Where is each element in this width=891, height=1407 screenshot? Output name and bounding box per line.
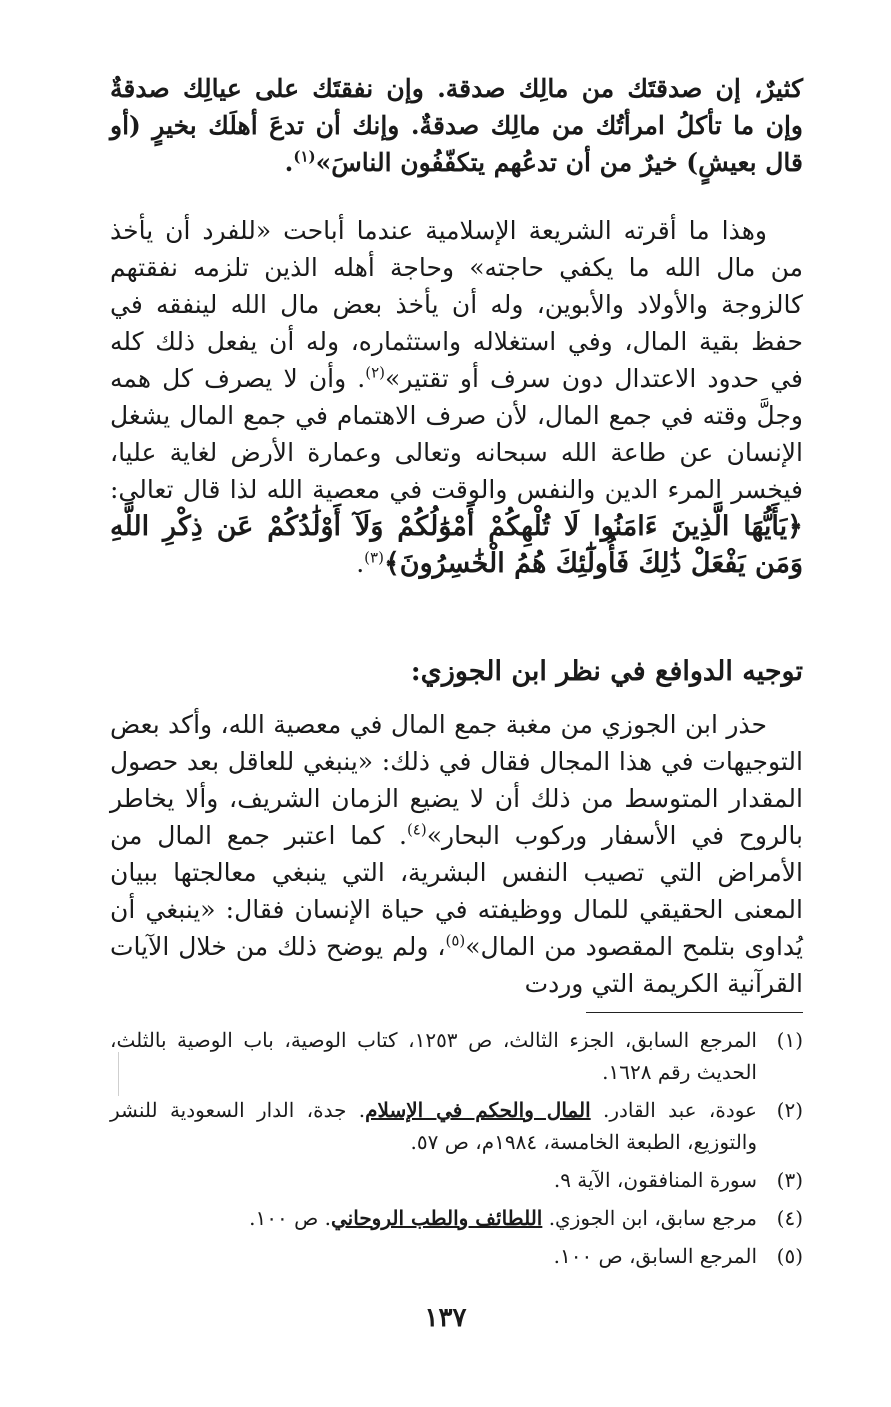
footnotes-list bbox=[110, 1024, 803, 1278]
footnote-ref-3[interactable]: (٣) bbox=[364, 548, 384, 567]
footnote-4 bbox=[110, 1202, 803, 1234]
main-paragraph-end: . bbox=[356, 549, 365, 578]
main-paragraph-part1: وهذا ما أقرته الشريعة الإسلامية عندما أباحت «للفرد أن يأخذ من مال الله ما يكفي حاجته» وحاجة أهله الذين تلزمه نفقتهم كالزوجة والأولاد والأبوين، وله أن يأخذ بعض مال الله لينفقه في حفظ بقية المال، وفي استغلاله واستثماره، وله أن يفعل ذلك كله في حدود الاعتدال دون سرف أو تقتير» bbox=[110, 216, 804, 393]
footnote-text bbox=[110, 1202, 757, 1234]
page-number: ١٣٧ bbox=[424, 1303, 467, 1333]
main-paragraph-part2: . وأن لا يصرف كل همه وجلَّ وقته في جمع المال، لأن صرف الاهتمام في جمع المال يشغل الإنسان عن طاعة الله سبحانه وتعالى وعمارة الأرض لغاية عليا، فيخسر المرء الدين والنفس والوقت في معصية الله لذا قال تعالى: bbox=[110, 364, 803, 504]
footnote-citation: سورة المنافقون، الآية ٩. bbox=[553, 1168, 757, 1192]
main-paragraph bbox=[110, 212, 803, 582]
footnote-number: (٣) bbox=[776, 1168, 803, 1192]
hadith-paragraph bbox=[110, 70, 803, 181]
footnote-citation: المرجع السابق، الجزء الثالث، ص ١٢٥٣، كتاب الوصية، باب الوصية بالثلث، الحديث رقم ١٦٢٨. bbox=[110, 1028, 757, 1084]
footnote-ref-2[interactable]: (٢) bbox=[365, 363, 386, 382]
footnote-book-title: المال والحكم في الإسلام bbox=[365, 1098, 591, 1122]
section-paragraph-block bbox=[110, 706, 803, 1002]
footnote-number: (٥) bbox=[776, 1244, 803, 1268]
footnote-separator bbox=[586, 1012, 803, 1013]
section-heading: توجيه الدوافع في نظر ابن الجوزي: bbox=[410, 656, 803, 687]
footnote-3 bbox=[110, 1164, 803, 1196]
footnote-ref-5[interactable]: (٥) bbox=[445, 931, 466, 950]
footnote-1 bbox=[110, 1024, 803, 1088]
footnote-citation-tail: . جدة، الدار السعودية للنشر والتوزيع، الطبعة الخامسة، ١٩٨٤م، ص ٥٧. bbox=[110, 1098, 757, 1154]
footnote-2 bbox=[110, 1094, 803, 1158]
footnote-citation: مرجع سابق، ابن الجوزي. bbox=[542, 1206, 757, 1230]
quran-verse: ﴿يَأَيُّهَا الَّذِينَ ءَامَنُوا لَا تُلْهِكُمْ أَمْوَٰلُكُمْ وَلَآ أَوْلَٰدُكُمْ عَن ذِكْرِ اللَّهِ وَمَن يَفْعَلْ ذَٰلِكَ فَأُولَٰٓئِكَ هُمُ الْخَٰسِرُونَ﴾ bbox=[110, 511, 803, 579]
footnote-text bbox=[110, 1164, 757, 1196]
footnote-5 bbox=[110, 1240, 803, 1272]
footnote-number: (٢) bbox=[776, 1098, 803, 1122]
hadith-end: . bbox=[284, 148, 294, 177]
footnote-text bbox=[110, 1240, 757, 1272]
section-paragraph-part2: . كما اعتبر جمع المال من الأمراض التي تصيب النفس البشرية، التي ينبغي معالجتها ببيان المعنى الحقيقي للمال ووظيفته في حياة الإنسان فقال: «ينبغي أن يُداوى بتلمح المقصود من المال» bbox=[110, 821, 803, 961]
footnote-citation: عودة، عبد القادر. bbox=[590, 1098, 757, 1122]
footnote-book-title: اللطائف والطب الروحاني bbox=[330, 1206, 543, 1230]
footnote-citation: المرجع السابق، ص ١٠٠. bbox=[553, 1244, 757, 1268]
hadith-paragraph-block bbox=[110, 70, 803, 181]
section-paragraph-part1: حذر ابن الجوزي من مغبة جمع المال في معصية الله، وأكد بعض التوجيهات في هذا المجال فقال في ذلك: «ينبغي للعاقل بعد حصول المقدار المتوسط من ذلك أن لا يضيع الزمان الشريف، وألا يخاطر بالروح في الأسفار وركوب البحار» bbox=[110, 710, 803, 850]
section-paragraph bbox=[110, 706, 803, 1002]
footnote-ref-4[interactable]: (٤) bbox=[406, 820, 427, 839]
footnote-number: (٤) bbox=[776, 1206, 803, 1230]
scan-artifact-line bbox=[118, 1052, 119, 1096]
footnote-text bbox=[110, 1094, 757, 1158]
section-paragraph-part3: ، ولم يوضح ذلك من خلال الآيات القرآنية الكريمة التي وردت bbox=[110, 932, 803, 998]
hadith-text: كثيرٌ، إن صدقتَك من مالِك صدقة. وإن نفقتَك على عيالِك صدقةٌ وإن ما تأكلُ امرأتُك من مالِك صدقةٌ. وإنك أن تدعَ أهلَك بخيرٍ (أو قال بعيشٍ) خيرٌ من أن تدعُهم يتكفّفُون الناسَ» bbox=[110, 74, 803, 177]
footnote-number: (١) bbox=[776, 1028, 803, 1052]
footnote-ref-1[interactable]: (١) bbox=[293, 147, 316, 166]
main-paragraph-block bbox=[110, 212, 803, 582]
footnote-text bbox=[110, 1024, 757, 1088]
footnote-citation-tail: . ص ١٠٠. bbox=[249, 1206, 331, 1230]
